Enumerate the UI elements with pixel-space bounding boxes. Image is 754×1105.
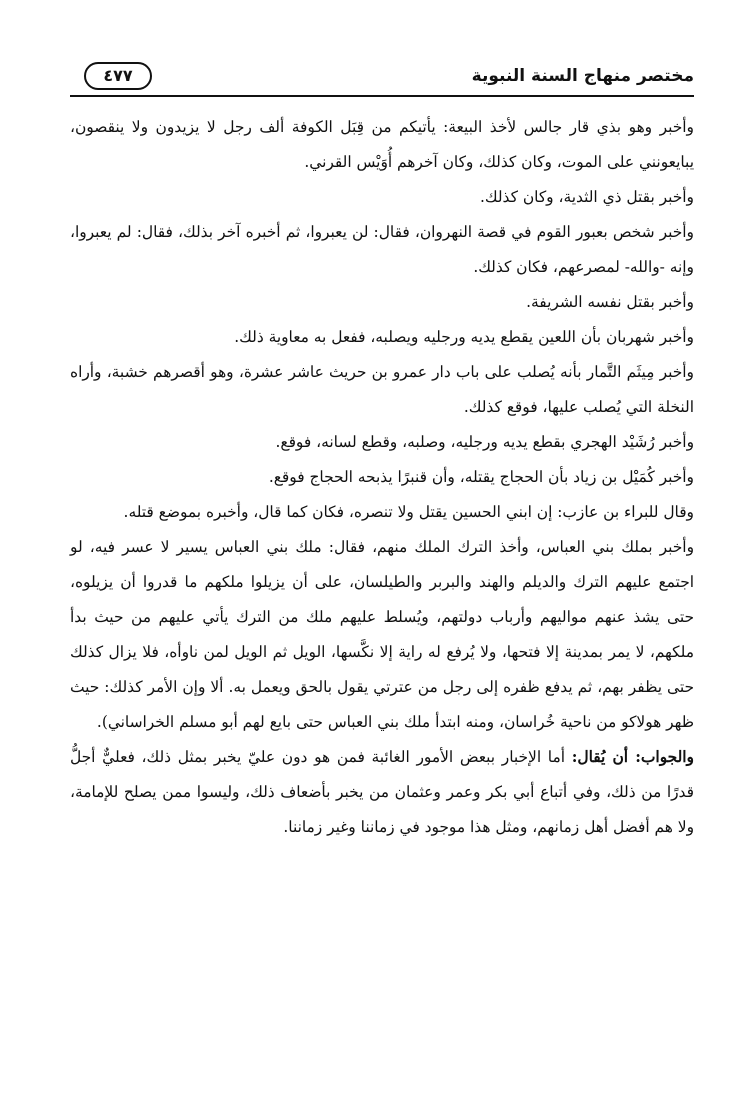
paragraph: وأخبر بقتل نفسه الشريفة. <box>526 293 694 311</box>
page-number: ٤٧٧ <box>84 62 152 90</box>
paragraph: وأخبر وهو بذي قار جالس لأخذ البيعة: يأتيكم من قِبَل الكوفة ألف رجل لا يزيدون ولا ينقصون، يبايعونني على الموت، وكان كذلك، وكان آخرهم أُوَيْس القرني. <box>70 118 694 171</box>
answer-text: أما الإخبار ببعض الأمور الغائبة فمن هو دون عليّ يخبر بمثل ذلك، فعليٌّ أجلُّ قدرًا من ذلك، وفي أتباع أبي بكر وعمر وعثمان من يخبر بأضعاف ذلك، وليسوا ممن يصلح للإمامة، ولا هم أفضل أهل زمانهم، ومثل هذا موجود في زماننا وغير زماننا. <box>70 748 694 836</box>
header-divider <box>70 95 694 97</box>
paragraph: وأخبر كُمَيْل بن زياد بأن الحجاج يقتله، وأن قنبرًا يذبحه الحجاج فوقع. <box>268 468 694 486</box>
paragraph: وأخبر شهربان بأن اللعين يقطع يديه ورجليه ويصلبه، ففعل به معاوية ذلك. <box>234 328 694 346</box>
paragraph: وأخبر مِيثَم التَّمار بأنه يُصلب على باب دار عمرو بن حريث عاشر عشرة، وهو أقصرهم خشبة، وأراه النخلة التي يُصلب عليها، فوقع كذلك. <box>70 363 694 416</box>
answer-paragraph <box>70 740 694 845</box>
answer-lead: والجواب: أن يُقال: <box>571 748 694 766</box>
book-title: مختصر منهاج السنة النبوية <box>471 66 694 86</box>
paragraph: وأخبر شخص بعبور القوم في قصة النهروان، فقال: لن يعبروا، ثم أخبره آخر بذلك، فقال: لم يعبروا، وإنه -والله- لمصرعهم، فكان كذلك. <box>70 223 694 276</box>
page-body <box>70 110 694 1060</box>
paragraph: وأخبر رُشَيْد الهجري بقطع يديه ورجليه، وصلبه، وقطع لسانه، فوقع. <box>275 433 694 451</box>
paragraph: وأخبر بقتل ذي الثدية، وكان كذلك. <box>480 188 694 206</box>
paragraph: وأخبر بملك بني العباس، وأخذ الترك الملك منهم، فقال: ملك بني العباس يسير لا عسر فيه، لو اجتمع عليهم الترك والديلم والهند والبربر والطيلسان، على أن يزيلوا ملكهم ما قدروا أن يزيلوه، حتى يشذ عنهم مواليهم وأرباب دولتهم، ويُسلط عليهم ملك من الترك يأتي عليهم من حيث بدأ ملكهم، لا يمر بمدينة إلا فتحها، ولا يُرفع له راية إلا نكَّسها، الويل ثم الويل لمن ناوأه، فلا يزال كذلك حتى يظفر بهم، ثم يدفع ظفره إلى رجل من عترتي يقول بالحق ويعمل به. ألا وإن الأمر كذلك: حيث ظهر هولاكو من ناحية خُراسان، ومنه ابتدأ ملك بني العباس حتى بايع لهم أبو مسلم الخراساني). <box>70 538 694 731</box>
page-header <box>70 58 694 94</box>
paragraph: وقال للبراء بن عازب: إن ابني الحسين يقتل ولا تنصره، فكان كما قال، وأخبره بموضع قتله. <box>123 503 694 521</box>
